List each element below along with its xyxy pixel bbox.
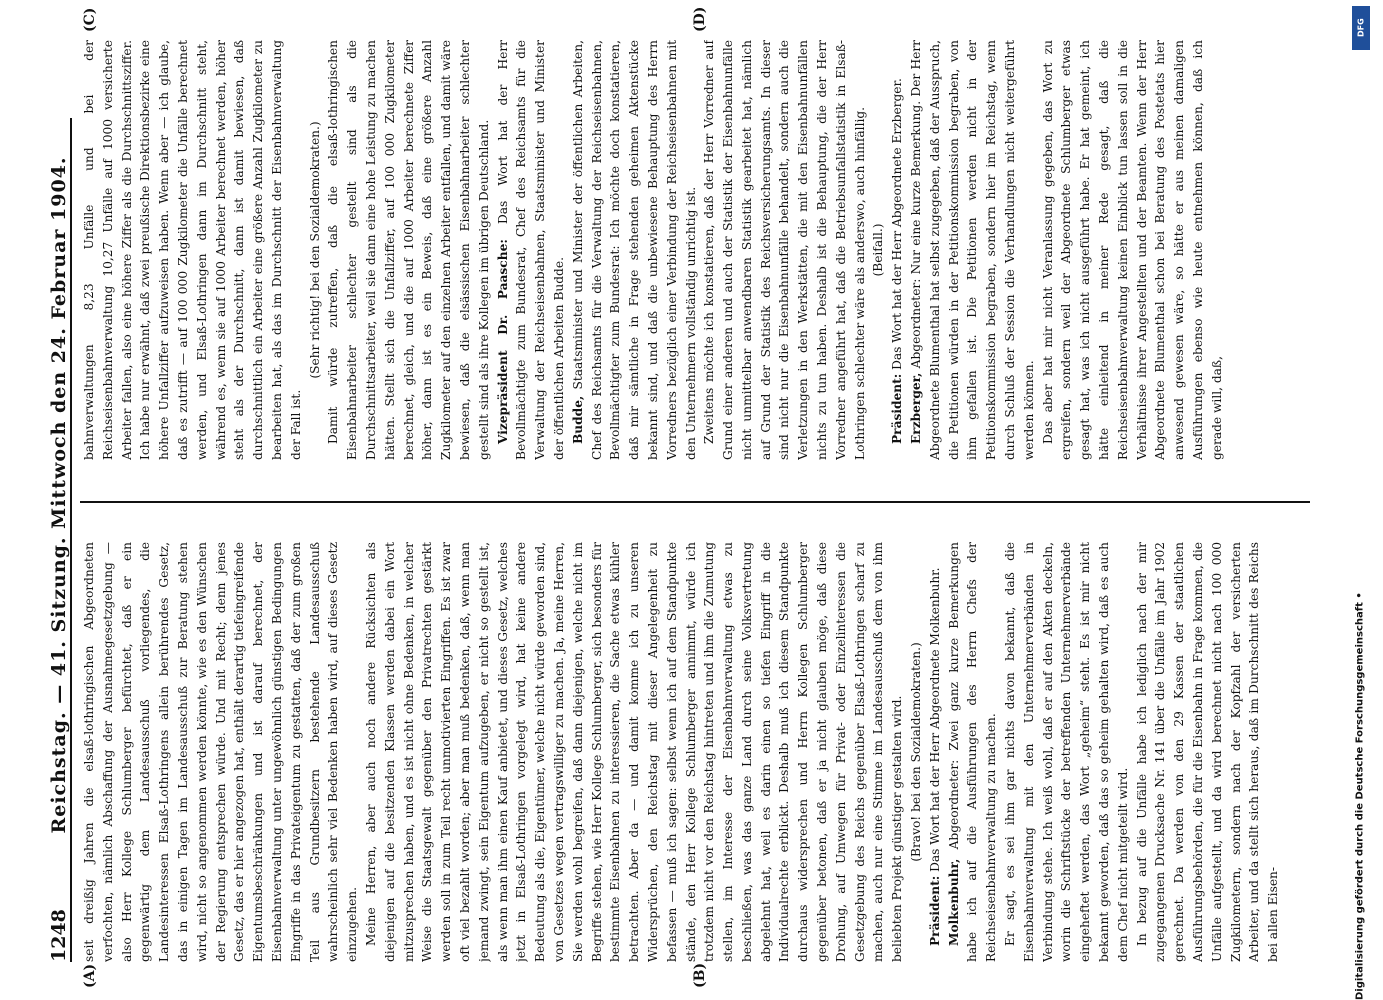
page-header (36, 118, 72, 962)
speaker-name: Vizepräsident Dr. Paasche: (495, 239, 510, 444)
speaker-name: Präsident: (890, 373, 905, 444)
paragraph (494, 40, 569, 460)
paragraph (945, 542, 1001, 962)
paragraph: Zweitens möchte ich konstatieren, daß der Herr Vorredner auf Grund einer anderen und auch der Statistik der Eisenbahnunfälle nicht unmittelbar anwendbaren Statistik gearbeitet hat, nämlich auf Grund der Statistik des Reichsversicherungsamts. In dieser sind nicht nur die Eisenbahnunfälle behandelt, sondern auch die Verletzungen in den Werkstätten, die mit den Eisenbahnunfällen nichts zu tun haben. Deshalb ist die Behauptung, die der Herr Vorredner angeführt hat, daß die Betriebsunfallstatistik in Elsaß-Lothringen schlechter wäre als anderswo, auch hinfällig. (702, 40, 867, 460)
header-title: Reichstag. — 41. Sitzung. Mittwoch den 24. Februar 1904. (48, 156, 70, 834)
right-column (80, 40, 1310, 460)
margin-mark-b: (B) (692, 962, 708, 988)
paragraph: seit dreißig Jahren die elsaß-lothringischen Abgeordneten verfochten, nämlich Abschaffung der Ausnahmegesetzgebung — also Herr Kollege Schlumberger befürchtet, daß er ein gegenwärtig dem Landesausschuß vorliegendes, die Landesinteressen Elsaß-Lothringens allein berührendes Gesetz, das in einigen Tagen im Landesausschuß zur Beratung stehen wird, nicht so angenommen werden könnte, wie es den Wünschen der Regierung entsprechen würde. Und mit Recht; denn jenes Gesetz, das er hier angezogen hat, enthält derartig tiefeingreifende Eigentumsbeschränkungen und ist darauf berechnet, der Eisenbahnverwaltung unter ungewöhnlich günstigen Bedingungen Eingriffe in das Privateigentum zu gestatten, daß der zum großen Teil aus Grundbesitzern bestehende Landesausschuß wahrscheinlich sehr viel Bedenken haben wird, auf dieses Gesetz einzugehen. (82, 542, 360, 962)
speech-text: Das Wort hat der Herr Bevollmächtigte zum Bundesrat, Chef des Reichsamts für die Verwaltung der Reichseisenbahnen, Staatsminister und Minister der öffentlichen Arbeiten Budde. (495, 40, 566, 460)
paragraph (907, 40, 1039, 460)
paragraph: Das aber hat mir nicht Veranlassung gegeben, das Wort zu ergreifen, sondern weil der Abgeordnete Schlumberger etwas gesagt hat, was ich nicht ausgeführt habe. Er hat gemeint, ich hätte einleitend in meiner Rede gesagt, daß die Reichseisenbahnverwaltung keinen Einblick tun lassen soll in die Verhältnisse ihrer Angestellten und der Beamten. Wenn der Herr Abgeordnete Blumenthal schon bei Beratung des Postetats hier anwesend gewesen wäre, so hätte er aus meinen damaligen Ausführungen ebenso wie heute entnehmen können, daß ich gerade will, daß, (1040, 40, 1224, 460)
paragraph: Damit würde zutreffen, daß die elsaß-lothringischen Eisenbahnarbeiter schlechter gestellt sind als die Durchschnittsarbeiter, weil sie dann eine hohe Leistung zu machen hätten. Stellt sich die Unfallziffer, auf 100 000 Zugkilometer berechnet, gleich, und die auf 1000 Arbeiter berechnete Ziffer höher, dann ist es ein Beweis, daß eine größere Anzahl Zugkilometer auf den einzelnen Arbeiter entfallen, und damit wäre bewiesen, daß die elsässischen Eisenbahnarbeiter schlechter gestellt sind als ihre Kollegen im übrigen Deutschland. (326, 40, 491, 460)
paragraph: Er sagt, es sei ihm gar nichts davon bekannt, daß die Eisenbahnverwaltung mit den Unternehmerverbänden in Verbindung stehe. Ich weiß wohl, daß er auf den Akten deckeln, worin die Schriftstücke der betreffenden Unternehmerverbände eingeheftet werden, das Wort „geheim“ steht. Es ist mir nicht bekannt geworden, daß das so geheim gehalten wird, daß es auch dem Chef nicht mitgeteilt wird. (1003, 542, 1130, 962)
interjection: (Beifall.) (871, 223, 886, 277)
paragraph (926, 542, 945, 962)
page-number: 1248 (48, 909, 70, 962)
margin-mark-c: (C) (82, 7, 98, 32)
paragraph (569, 40, 701, 460)
speech-text: Abgeordneter: Nur eine kurze Bemerkung. Der Herr Abgeordnete Blumenthal hat selbst zugegeben, daß der Ausspruch, die Petitionen würden in der Petitionskommission begraben, von ihm gefallen ist. Die Petitionen werden nicht in der Petitionskommission begraben, sondern hier im Reichstag, wenn durch Schluß der Session die Verhandlungen nicht weitergeführt werden können. (909, 40, 1036, 460)
dfg-logo: DFG (1352, 6, 1370, 50)
left-column (80, 542, 1310, 962)
digitization-note: Digitalisierung gefördert durch die Deutsche Forschungsgemeinschaft • (1354, 592, 1366, 1000)
paragraph (888, 40, 907, 460)
interjection: (Sehr richtig! bei den Sozialdemokraten.) (307, 121, 322, 379)
speech-text: Das Wort hat der Herr Abgeordnete Erzberger. (890, 78, 905, 374)
speech-text: Abgeordneter: Zwei ganz kurze Bemerkungen habe ich auf die Ausführungen des Herrn Chefs der Reichseisenbahnverwaltung zu machen. (946, 542, 999, 962)
margin-mark-d: (D) (692, 6, 708, 32)
paragraph: Meine Herren, aber auch noch andere Rücksichten als diejenigen auf die besitzenden Klassen werden dabei ein Wort mitzusprechen haben, und es ist nicht ohne Bedenken, in welcher Weise die Staatsgewalt gegenüber den Privatrechten gestärkt werden soll in zum Teil recht unmotivierten Eingriffen. Es ist zwar oft viel bezahlt worden; aber man muß bedenken, daß, wenn man jemand zwingt, sein Eigentum aufzugeben, er nicht so gestellt ist, als wenn man ihm einen Kauf anbietet, und dieses Gesetz, welches jetzt in Elsaß-Lothringen vorgelegt wird, hat keine andere Bedeutung als die, Eigentümer, welche nicht würde geworden sind, von Gesetzes wegen vertragswilliger zu machen. Ja, meine Herren, Sie werden wohl begreifen, daß dann diejenigen, welche nicht im Begriffe stehen, wie Herr Kollege Schlumberger, sich besonders für bestimmte Eisenbahnen zu interessieren, die Sache etwas kühler betrachten. Aber da — und damit komme ich zu unseren Widersprüchen, den Reichstag mit dieser Angelegenheit zu befassen — muß ich sagen: selbst wenn ich auf dem Standpunkte stände, den Herr Kollege Schlumberger annimmt, würde ich trotzdem nicht vor den Reichstag hintreten und ihm die Zumutung stellen, im Interesse der Eisenbahnverwaltung etwas zu beschließen, was das ganze Land durch seine Volksvertretung abgelehnt hat, weil es darin einen so tiefen Eingriff in die Individualrechte erblickt. Deshalb muß ich diesem Standpunkte durchaus widersprechen und Herrn Kollegen Schlumberger gegenüber betonen, daß er ja nicht glauben möge, daß diese Drohung, auf Umwegen für Privat- oder Einzelinteressen die Gesetzgebung des Reichs gegenüber Elsaß-Lothringen scharf zu machen, auch nur eine Stimme im Landesausschuß dem von ihm beliebten Projekt günstiger gestalten wird. (363, 542, 905, 962)
paragraph: In bezug auf die Unfälle habe ich lediglich nach der mir zugegangenen Drucksache Nr. 141 über die Unfälle im Jahr 1902 gerechnet. Da werden von den 29 Kassen der staatlichen Ausführungsbehörden, die für die Eisenbahn in Frage kommen, die Unfälle aufgestellt, und da wird berechnet nicht nach 100 000 Zugkilometern, sondern nach der Kopfzahl der versicherten Arbeiter, und da stellt sich heraus, daß im Durchschnitt des Reichs bei allen Eisen- (1134, 542, 1281, 962)
speech-text: Staatsminister und Minister der öffentlichen Arbeiten, Chef des Reichsamts für die Verwaltung der Reichseisenbahnen, Bevollmächtigter zum Bundesrat: Ich möchte doch konstatieren, daß mir sämtliche in Frage stehenden geheimen Aktenstücke bekannt sind, und daß die unbewiesene Behauptung des Herrn Vorredners bezüglich einer Verbindung der Reichseisenbahnen mit den Unternehmern vollständig unrichtig ist. (570, 40, 698, 460)
speech-text: Das Wort hat der Herr Abgeordnete Molkenbuhr. (927, 567, 942, 876)
speaker-name: Budde, (570, 395, 585, 444)
paragraph: bahnverwaltungen 8,23 Unfälle und bei der Reichseisenbahnverwaltung 10,27 Unfälle auf 1000 versicherte Arbeiter fallen, also eine höhere Ziffer als die Durchschnittsziffer. Ich habe nur erwähnt, daß zwei preußische Direktionsbezirke eine höhere Unfallziffer aufzuweisen haben. Wenn aber — ich glaube, daß es zutrifft — auf 100 000 Zugkilometer die Unfälle berechnet werden, und Elsaß-Lothringen dann im Durchschnitt steht, während es, wenn sie auf 1000 Arbeiter berechnet werden, höher steht als der Durchschnitt, dann ist damit bewiesen, daß durchschnittlich ein Arbeiter eine größere Anzahl Zugkilometer zu bearbeiten hat, als das im Durchschnitt der Eisenbahnverwaltung der Fall ist. (82, 40, 303, 460)
margin-mark-a: (A) (82, 963, 98, 988)
speaker-name: Präsident: (927, 875, 942, 946)
interjection: (Bravo! bei den Sozialdemokraten.) (909, 642, 924, 862)
column-divider (80, 501, 1310, 503)
speaker-name: Molkenbuhr, (946, 858, 961, 946)
speaker-name: Erzberger, (909, 372, 924, 444)
